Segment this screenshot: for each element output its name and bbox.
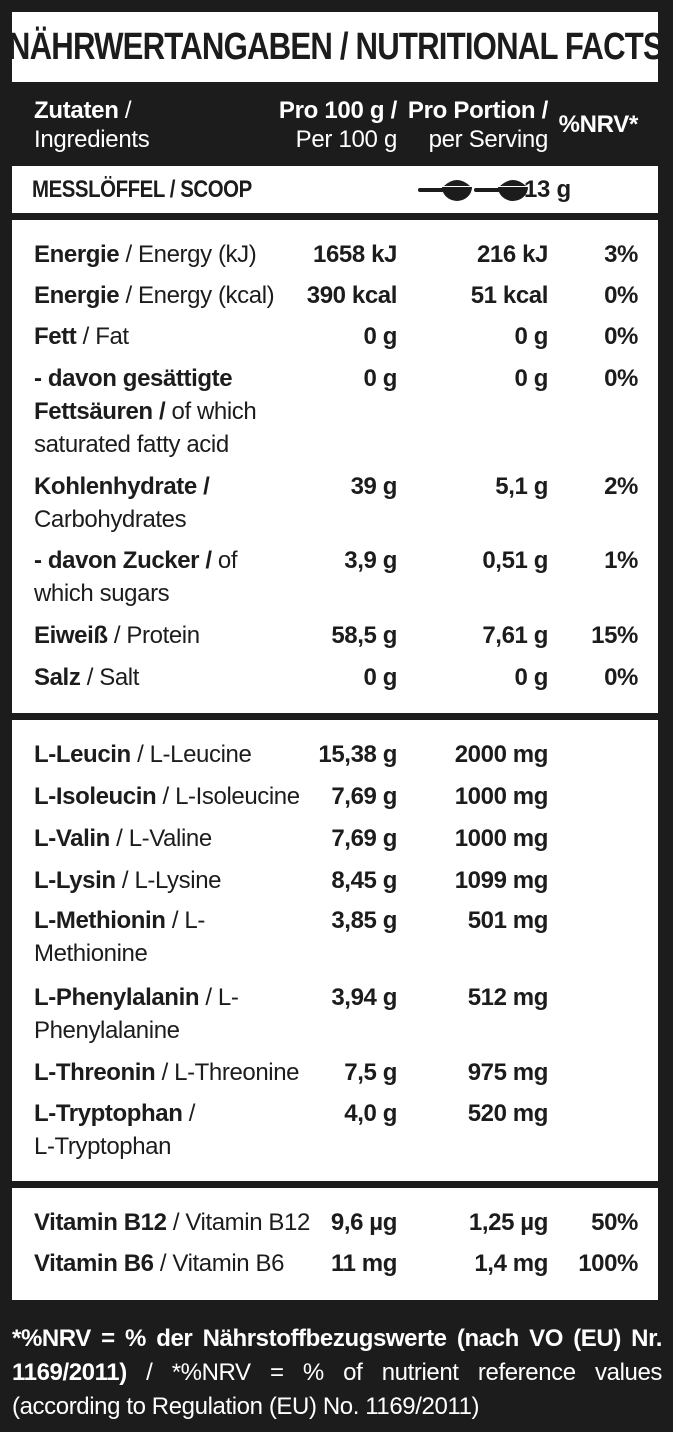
amino-name: [34, 864, 334, 897]
nutrient-name: [34, 470, 254, 536]
scoop-row: [12, 166, 658, 213]
serving-value: 501 mg: [467, 907, 548, 934]
amino-name-de: L-Leucin: [34, 741, 131, 768]
per100-value: 4,0 g: [344, 1100, 397, 1127]
header-ingredients-de: Zutaten: [34, 97, 119, 124]
header-serving-de: Pro Portion /: [407, 97, 548, 124]
nrv-value: 15%: [591, 622, 638, 649]
amino-name-en: / L-Tryptophan: [34, 1100, 196, 1160]
amino-name-de: L-Methionin: [34, 907, 166, 934]
header-per100-de: Pro 100 g /: [278, 97, 397, 124]
nutrient-name-de: Fett: [34, 323, 77, 350]
header-ingredients: [34, 96, 149, 154]
header-ingredients-en: Ingredients: [34, 126, 150, 153]
nutrient-name-de: - davon gesättigte Fettsäuren /: [34, 365, 233, 425]
serving-value: 512 mg: [467, 984, 548, 1011]
amino-name-de: L-Threonin: [34, 1059, 156, 1086]
nutrient-name: [34, 661, 324, 694]
per100-value: 0 g: [363, 664, 397, 691]
vitamin-name-de: Vitamin B6: [34, 1250, 154, 1277]
per100-value: 3,9 g: [344, 547, 397, 574]
per100-value: 7,69 g: [331, 825, 397, 852]
serving-value: 1,25 µg: [468, 1209, 548, 1236]
amino-name-de: L-Lysin: [34, 867, 116, 894]
serving-value: 2000 mg: [454, 741, 548, 768]
page-title: NÄHRWERTANGABEN / NUTRITIONAL FACTS: [7, 25, 663, 68]
per100-value: 1658 kJ: [313, 241, 397, 268]
amino-name: [34, 981, 244, 1047]
per100-value: 7,5 g: [344, 1059, 397, 1086]
per100-value: 58,5 g: [331, 622, 397, 649]
vitamins-panel: [12, 1188, 658, 1300]
header-serving-en: per Serving: [428, 126, 548, 153]
nrv-value: 0%: [604, 282, 638, 309]
serving-value: 0 g: [514, 664, 548, 691]
amino-name-en: / L-Methionine: [34, 907, 205, 967]
per100-value: 0 g: [363, 365, 397, 392]
nutrient-name-de: Energie: [34, 241, 120, 268]
nrv-value: 0%: [604, 365, 638, 392]
header-nrv-label: %NRV*: [558, 111, 638, 138]
footnote-de: *%NRV = % der Nährstoffbezugswerte (nach VO (EU) Nr. 1169/2011): [12, 1325, 662, 1386]
nutrient-name-de: Eiweiß: [34, 622, 108, 649]
per100-value: 390 kcal: [306, 282, 397, 309]
serving-value: 5,1 g: [495, 473, 548, 500]
amino-name-en: / L-Threonine: [155, 1059, 300, 1086]
vitamin-name-en: / Vitamin B12: [166, 1209, 310, 1236]
per100-value: 9,6 µg: [330, 1209, 397, 1236]
amino-name-de: L-Isoleucin: [34, 783, 157, 810]
amino-name-en: / L-Isoleucine: [156, 783, 300, 810]
per100-value: 0 g: [363, 323, 397, 350]
serving-value: 0 g: [514, 323, 548, 350]
amino-acids-panel: [12, 720, 658, 1181]
header-serving: [408, 96, 548, 154]
serving-value: 51 kcal: [470, 282, 548, 309]
nutrient-name-en: / Energy (kJ): [119, 241, 257, 268]
nrv-value: 0%: [604, 664, 638, 691]
nutrient-name-de: - davon Zucker /: [34, 547, 212, 574]
serving-value: 975 mg: [467, 1059, 548, 1086]
nutrient-name-en: / Protein: [107, 622, 200, 649]
amino-name-en: / L-Lysine: [115, 867, 222, 894]
nutrient-name-de: Salz: [34, 664, 81, 691]
nrv-value: 3%: [604, 241, 638, 268]
nutrient-name-en: / Fat: [76, 323, 129, 350]
per100-value: 15,38 g: [318, 741, 397, 768]
vitamin-name-en: / Vitamin B6: [153, 1250, 285, 1277]
nutrient-name-en: of which saturated fatty acid: [34, 398, 257, 458]
nutrient-name: [34, 544, 274, 610]
amino-name-en: / L-Valine: [109, 825, 212, 852]
scoop-quantity: 13 g: [524, 176, 571, 203]
nrv-value: 100%: [578, 1250, 638, 1277]
nrv-value: 1%: [604, 547, 638, 574]
amino-name-en: / L-Leucine: [130, 741, 252, 768]
footnote-en: / *%NRV = % of nutrient reference values (according to Regulation (EU) No. 1169/2011): [12, 1359, 662, 1420]
amino-name: [34, 780, 334, 813]
serving-value: 1099 mg: [454, 867, 548, 894]
nrv-value: 2%: [604, 473, 638, 500]
nrv-value: 0%: [604, 323, 638, 350]
amino-name: [34, 1056, 334, 1089]
serving-value: 7,61 g: [482, 622, 548, 649]
per100-value: 3,85 g: [331, 907, 397, 934]
per100-value: 7,69 g: [331, 783, 397, 810]
amino-name-de: L-Tryptophan: [34, 1100, 183, 1127]
per100-value: 8,45 g: [331, 867, 397, 894]
serving-value: 1000 mg: [454, 825, 548, 852]
scoop-icon: [418, 172, 528, 208]
serving-value: 216 kJ: [476, 241, 548, 268]
table-header: [12, 90, 658, 160]
vitamin-name-de: Vitamin B12: [34, 1209, 167, 1236]
footnote: [12, 1322, 662, 1424]
nutrient-name-en: / Energy (kcal): [119, 282, 275, 309]
per100-value: 39 g: [350, 473, 397, 500]
vitamin-name: [34, 1247, 334, 1280]
header-per100: [279, 96, 397, 154]
nutrient-name: [34, 619, 324, 652]
nutrient-name-de: Energie: [34, 282, 120, 309]
per100-value: 3,94 g: [331, 984, 397, 1011]
nutrient-name-en: of which sugars: [34, 547, 238, 607]
nutrient-name: [34, 279, 324, 312]
header-ingredients-sep: /: [118, 97, 132, 124]
vitamin-name: [34, 1206, 334, 1239]
scoop-label: MESSLÖFFEL / SCOOP: [32, 176, 252, 203]
nutrient-name: [34, 362, 284, 461]
header-per100-en: Per 100 g: [295, 126, 397, 153]
amino-name: [34, 822, 334, 855]
amino-name-en: / L-Phenylalanine: [34, 984, 239, 1044]
nrv-value: 50%: [591, 1209, 638, 1236]
title-box: [7, 12, 663, 82]
amino-name-de: L-Valin: [34, 825, 110, 852]
nutrient-name-en: Carbohydrates: [34, 506, 187, 533]
amino-name: [34, 1097, 214, 1163]
header-nrv: [559, 110, 638, 139]
serving-value: 1,4 mg: [474, 1250, 548, 1277]
amino-name: [34, 904, 224, 970]
serving-value: 1000 mg: [454, 783, 548, 810]
nutrient-name-en: / Salt: [80, 664, 139, 691]
nutrition-panel: [12, 220, 658, 713]
serving-value: 0 g: [514, 365, 548, 392]
serving-value: 520 mg: [467, 1100, 548, 1127]
serving-value: 0,51 g: [482, 547, 548, 574]
per100-value: 11 mg: [330, 1250, 397, 1277]
nutrient-name: [34, 320, 324, 353]
amino-name-de: L-Phenylalanin: [34, 984, 200, 1011]
amino-name: [34, 738, 334, 771]
nutrient-name-de: Kohlenhydrate /: [34, 473, 210, 500]
nutrient-name: [34, 238, 324, 271]
